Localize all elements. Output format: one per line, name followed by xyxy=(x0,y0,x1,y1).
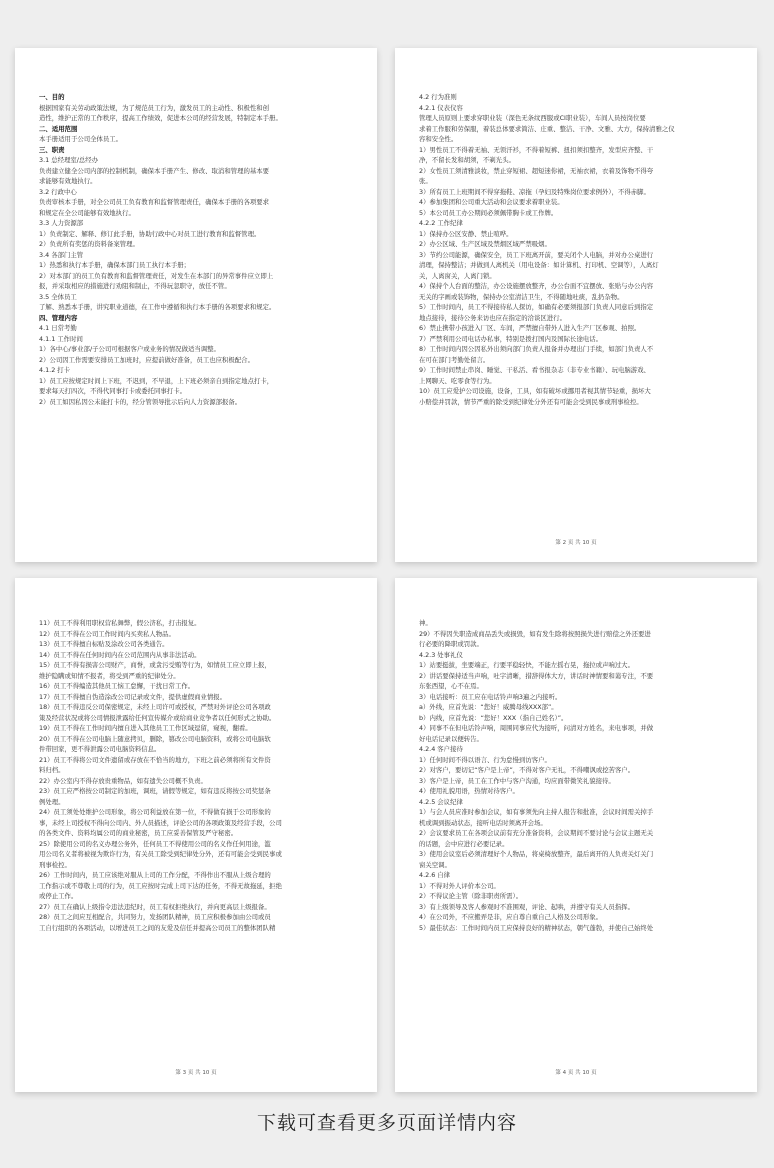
text-line: 1）保持办公区安静、禁止喧哗。 xyxy=(419,229,513,238)
text-line: 21）员工不得将公司文件遗留或存放在不恰当的地方，下班之前必须将所有文件资 xyxy=(39,755,271,764)
document-page-3 xyxy=(15,578,377,1092)
text-line: 4.1.1 工作时间 xyxy=(39,334,83,343)
text-line: 5）工作时间内，员工不得接待私人探访，如确有必要须报部门负责人同意后到指定 xyxy=(419,303,654,311)
text-line: 要求每天打四次，不得代同事打卡或委托同事打卡。 xyxy=(39,387,186,395)
page-4-footer: 第 4 页 共 10 页 xyxy=(555,1070,597,1076)
text-line: 28）员工之间应互相配合，共同努力，发扬团队精神，员工应积极参加由公司或员 xyxy=(39,913,271,921)
text-line: 25）除使用公司的名义办理公务外，任何员工不得使用公司的名义作任何用途，滥 xyxy=(39,839,271,848)
page-4-text xyxy=(419,618,733,933)
document-page-1 xyxy=(15,48,377,562)
text-line: a）外线，应首先说：“您好！威腾母线XXX部”。 xyxy=(419,703,558,711)
text-line: 5）最佳状态：工作时间内员工应保持良好的精神状态，朝气蓬勃，并使自己始终处 xyxy=(419,923,654,932)
text-line: 本手册适用于公司全体员工。 xyxy=(39,135,123,143)
text-line: 2）对本部门的员工负有教育和监督管理责任，对发生在本部门的异常事件应立即上 xyxy=(39,271,274,280)
text-line: 2）不得议论主管（除非职责所需）。 xyxy=(419,892,523,900)
text-line: 2）对客户，要切记“客户是上帝”，不得对客户无礼，不得嘲讽或挖苦客户。 xyxy=(419,766,635,774)
text-line: 4）保持个人台面的整洁，办公设施摆放整齐，办公台面不宜摆放、张贴与办公内容 xyxy=(419,282,654,290)
text-line: 14）员工不得在任何时间内在公司范围内从事非法活动。 xyxy=(39,650,201,659)
text-line: 1）男性员工不得着无袖、无领汗衫，不得着短裤、扭扣须扣整齐，发型应齐整、干 xyxy=(419,145,654,154)
text-line: 13）员工不得擅自标贴及涂改公司各类通告。 xyxy=(39,640,169,648)
text-line: 策及经营状况或将公司情报泄露给任何宣传媒介或给商业竞争者以任何形式之协助。 xyxy=(39,713,276,722)
text-line: 工自行组织的各项活动，以增进员工之间的友爱及信任并提高公司员工的整体团队精 xyxy=(39,923,276,932)
text-line: 1）负责制定、解释、修订此手册，协助行政中心对员工进行教育和监督管理。 xyxy=(39,229,261,238)
text-line: 了解、熟悉本手册，讲究职业道德，在工作中遵循和执行本手册的各项要求和规定。 xyxy=(39,303,276,311)
text-line: 1）不得对外人评价本公司。 xyxy=(419,881,500,890)
text-line: 24）员工须处处维护公司形象，将公司利益放在第一位，不得做有损于公司形象的 xyxy=(39,808,271,816)
text-line: 好电话记录以便转告。 xyxy=(419,734,483,743)
text-line: 1）任何时间不得以语言、行为怠慢到访客户。 xyxy=(419,755,551,764)
text-line: 3.3 人力资源部 xyxy=(39,219,84,227)
text-line: 4）在公司外，不应搬弄是非，应自尊自重自己人格及公司形象。 xyxy=(419,913,603,921)
text-line: 17）员工不得擅自伪造涂改公司记录或文件，提供虚假商业情报。 xyxy=(39,692,227,701)
text-line: 清理，保持整洁；并做到人离机关（用电设备：如计算机、打印机、空调等），人离灯 xyxy=(419,261,659,269)
text-line: 6）禁止携带小孩进入厂区、车间，严禁擅自带外人进入生产厂区参观、拍照。 xyxy=(419,324,641,332)
section-heading: 二、适用范围 xyxy=(39,124,78,133)
text-line: 7）严禁利用公司电话办私事，特别是拨打国内及国际长途电话。 xyxy=(419,334,603,343)
text-line: 15）员工不得有损害公司财产，商誉，或贪污受贿等行为，如情员工应立即上报， xyxy=(39,661,271,669)
text-line: 上网聊天、吃零食等行为。 xyxy=(419,376,496,385)
text-line: 在可在部门考勤处留言。 xyxy=(419,355,490,364)
text-line: 报，并采取相应的措施进行劝阻和制止，不得玩忽职守，放任不管。 xyxy=(39,282,231,290)
text-line: 10）员工应爱护公司设施，设备，工具，如有破坏或挪用者视其情节轻重，损坏大 xyxy=(419,387,651,395)
text-line: 2）负责所有奖惩的资料备案管理。 xyxy=(39,240,139,248)
text-line: 根据国家有关劳动政策法规，为了规范员工行为，激发员工的主动性、积极性和创 xyxy=(39,103,270,112)
text-line: 窗关空调。 xyxy=(419,860,451,869)
text-line: 机或调到振动状态，接听电话时须离开会场。 xyxy=(419,818,547,827)
text-line: 1）与会人员应准时参加会议，如有事须先向主持人报告和批准，会议时间需关掉手 xyxy=(419,808,654,816)
text-line: 1）热悉和执行本手册，确保本部门员工执行本手册； xyxy=(39,261,191,269)
text-line: 2）女性员工须清雅淡妆，禁止穿短裙、超短迷你裙，无袖衣裙，衣着及饰物不得夸 xyxy=(419,166,654,175)
text-line: 3.2 行政中心 xyxy=(39,187,77,196)
text-line: 和规定在全公司能够有效地执行。 xyxy=(39,208,135,217)
text-line: 3）所有员工上班期间不得穿拖鞋、凉拖（孕妇及特殊岗位要求例外），不得赤脚。 xyxy=(419,187,650,196)
text-line: 19）员工不得在工作时间内擅自进入其他员工工作区域逗留，窥视，翻看。 xyxy=(39,724,252,732)
text-line: 3）节约公司能源，确保安全，员工下班离开前，要关闭个人电脑，并对办公桌进行 xyxy=(419,250,654,259)
text-line: 的各类文件、资料均属公司的商业秘密，员工应妥善保管及严守秘密。 xyxy=(39,829,238,837)
text-line: 4.2.3 处事礼仪 xyxy=(419,650,463,659)
page-3-text xyxy=(39,618,353,933)
text-line: 4）使用礼貌用语，热情对待客户。 xyxy=(419,787,519,795)
text-line: 地点接待，接待公务来访也应在指定的洽谈区进行。 xyxy=(419,313,566,322)
page-3-footer: 第 3 页 共 10 页 xyxy=(175,1070,217,1076)
text-line: 4.2.4 客户接待 xyxy=(419,745,463,753)
text-line: 件带回家，更不得泄露公司电脑资料信息。 xyxy=(39,745,161,753)
text-line: 4.2.1 仪表仪容 xyxy=(419,103,463,112)
text-line: 管理人员原则上要求穿职业装（深色无条纹西服或CI职业装），车间人员按岗位要 xyxy=(419,114,646,122)
text-line: 用公司名义者将被视为欺诈行为，有关员工除受到纪律处分外，还有可能会受到民事或 xyxy=(39,850,282,858)
text-line: 22）办公室内不得存放贵重物品，如有遗失公司概不负责。 xyxy=(39,776,207,785)
text-line: 3.5 全体员工 xyxy=(39,292,77,301)
text-line: 2）讲话要保持适当声响，吐字清晰，措辞得体大方，讲话时神情要和蔼专注，不要 xyxy=(419,671,654,680)
text-line: 净，不留长发和胡须，不剃光头。 xyxy=(419,156,515,164)
text-line: 4）同事不在但电话铃声响，周围同事应代为接听，问清对方姓名，来电事项，并做 xyxy=(419,724,654,732)
text-line: 求能够有效地执行。 xyxy=(39,177,97,185)
text-line: 3.1 总经理室/总经办 xyxy=(39,156,99,164)
section-heading: 一、目的 xyxy=(39,93,65,101)
text-line: 无关的字画或装饰物，保持办公室清洁卫生，不得随地吐痰，乱扔杂物。 xyxy=(419,292,624,301)
text-line: 负责建立健全公司内部的控制机制，确保本手册产生、修改、取消和管理的基本要 xyxy=(39,166,270,175)
text-line: 1）各中心/事业部/子公司可根据客户或业务的情况做适当调整。 xyxy=(39,345,220,353)
page-1-text xyxy=(39,92,353,407)
text-line: 8）工作时间内因公因私外出须向部门负责人报备并办理出门手续，如部门负责人不 xyxy=(419,345,654,353)
text-line: 刑事检控。 xyxy=(39,860,71,869)
text-line: 负责审核本手册，对全公司员工负有教育和监督管理责任，确保本手册的各项要求 xyxy=(39,198,270,206)
text-line: 4.2 行为准则 xyxy=(419,93,457,101)
text-line: 东张西望，心不在焉。 xyxy=(419,682,483,690)
section-heading: 四、管理内容 xyxy=(39,313,78,322)
text-line: 事，未经上司授权不得向公司内、外人员描述，评论公司的各项政策及经营手段，公司 xyxy=(39,818,282,827)
text-line: 3）电话接听：员工应在电话铃声响3遍之内接听。 xyxy=(419,692,562,701)
text-line: 小赔偿并罚款，情节严重的除受到纪律处分外还有可能会受到民事或刑事检控。 xyxy=(419,397,643,406)
text-line: 23）员工应严格按公司制定的加班，调班，请假等规定，如有违反将按公司奖惩条 xyxy=(39,787,271,795)
text-line: 张。 xyxy=(419,177,432,185)
text-line: 3）使用会议室后必须清理好个人物品，将桌椅放整齐，最后离开的人负责关灯关门 xyxy=(419,850,654,858)
text-line: 16）员工不得编造其他员工恼工怠懈，干扰日常工作。 xyxy=(39,682,195,690)
text-line: 工作指示或不尊敬上司的行为，员工应按时完成上司下达的任务，不得无故拖延，拒绝 xyxy=(39,881,282,890)
text-line: 神。 xyxy=(419,619,432,627)
text-line: 27）员工在确认上级指令违法违纪时，员工有权拒绝执行，并向更高层上级报备。 xyxy=(39,902,271,911)
text-line: 或停止工作。 xyxy=(39,892,78,900)
text-line: 3）客户是上帝，员工在工作中与客户沟通，均应面带微笑礼貌接待。 xyxy=(419,776,615,785)
text-line: 的话题，会中应进行必要记录。 xyxy=(419,839,509,848)
text-line: b）内线，应首先说：“您好！XXX（指自己姓名）”。 xyxy=(419,713,568,722)
text-line: 12）员工不得在公司工作时间内买卖私人物品。 xyxy=(39,629,175,638)
text-line: 4.2.6 自律 xyxy=(419,871,451,879)
text-line: 2）会议要求员工在各项会议前有充分准备资料，会议期间不要讨论与会议主题无关 xyxy=(419,829,654,837)
text-line: 29）不得因失职造成商品丢失或损毁，如有发生除将按照损失进行赔偿之外还要进 xyxy=(419,629,651,638)
text-line: 例处理。 xyxy=(39,797,65,806)
document-page-2 xyxy=(395,48,757,562)
text-line: 维护隐瞒或知情不报者，将受到严重的纪律处分。 xyxy=(39,671,180,680)
text-line: 2）员工如因私因公未能打卡的，经分管领导批示后向人力资源部报备。 xyxy=(39,397,242,406)
text-line: 2）公司因工作需要安排员工加班时，应提前做好准备，员工也应积极配合。 xyxy=(39,355,254,364)
text-line: 容和安全性。 xyxy=(419,135,458,143)
text-line: 11）员工不得利用职权营私舞弊，假公济私，打击报复。 xyxy=(39,619,201,627)
text-line: 3.4 各部门主管 xyxy=(39,250,84,259)
text-line: 4.2.2 工作纪律 xyxy=(419,219,463,227)
text-line: 关，人离窗关，人离门锁。 xyxy=(419,271,496,280)
text-line: 1）员工应按规定时间上下班，不迟到，不早退，上下班必须亲自到指定地点打卡， xyxy=(39,376,274,385)
text-line: 3）有上级领导及客人参观时不准围观，评论、起哄，并遵守有关人员指挥。 xyxy=(419,902,634,911)
text-line: 4.1 日常考勤 xyxy=(39,324,77,332)
text-line: 18）员工不得违反公司保密规定，未经上司许可或授权，严禁对外评论公司各项政 xyxy=(39,703,271,711)
page-2-text xyxy=(419,92,733,407)
page-2-footer: 第 2 页 共 10 页 xyxy=(555,540,597,546)
text-line: 行必要的降职或罚款。 xyxy=(419,640,483,648)
section-heading: 三、职责 xyxy=(39,145,65,154)
text-line: 5）本公司员工办公期间必须佩带胸卡或工作牌。 xyxy=(419,208,558,217)
text-line: 4.2.5 会议纪律 xyxy=(419,797,463,806)
document-page-4 xyxy=(395,578,757,1092)
text-line: 4）参加集团和公司重大活动和会议要求着职业装。 xyxy=(419,198,564,206)
text-line: 4.1.2 打卡 xyxy=(39,366,71,374)
text-line: 求着工作服和劳保服，着装总体要求简洁、庄重、整洁、干净、文雅、大方，保持清雅之仪 xyxy=(419,124,675,133)
text-line: 1）站要挺拔，坐要端正，行要平稳轻快，不能左摇右晃，拖拉或声响过大。 xyxy=(419,661,634,669)
text-line: 2）办公区域、生产区域及禁烟区域严禁吸烟。 xyxy=(419,240,551,248)
text-line: 26）工作时间内，员工应该绝对服从上司的工作分配，不得作出不服从上级合理的 xyxy=(39,871,271,879)
text-line: 料归档。 xyxy=(39,766,65,774)
text-line: 造性，维护正常的工作秩序，提高工作绩效，促进本公司的经营发展，特制定本手册。 xyxy=(39,114,282,122)
text-line: 20）员工不得在公司电脑上随意拷贝，删除，篡改公司电脑资料，或将公司电脑软 xyxy=(39,734,271,743)
text-line: 9）工作时间禁止串岗、睡觉、干私活、看书报杂志（非专业书籍）、玩电脑游戏、 xyxy=(419,366,650,374)
download-more-prompt[interactable]: 下载可查看更多页面详情内容 xyxy=(256,1112,517,1134)
